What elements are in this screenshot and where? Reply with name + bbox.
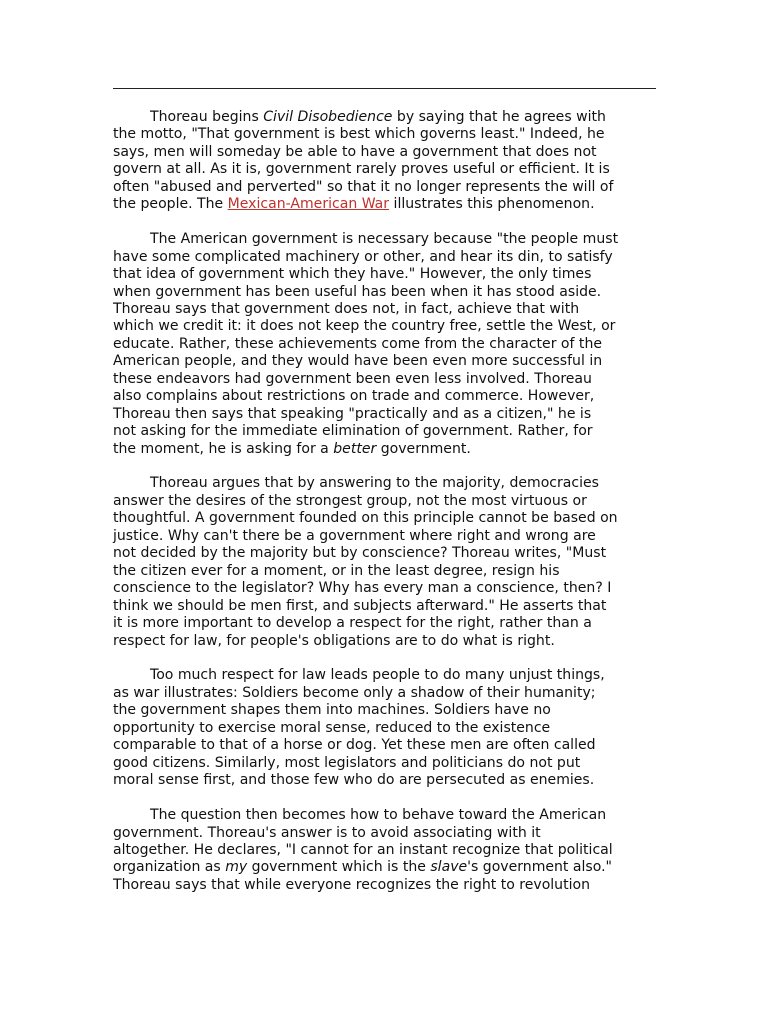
text-run: moral sense first, and those few who do are persecuted as enemies. (113, 772, 595, 789)
text-run: Thoreau begins (150, 109, 264, 125)
text-run: government. Thoreau's answer is to avoid associating with it (113, 824, 541, 841)
top-rule-divider (113, 88, 656, 89)
text-run: the motto, "That government is best which governs least." Indeed, he (113, 126, 605, 143)
text-run: it is more important to develop a respect for the right, rather than a (113, 615, 592, 632)
text-line (113, 598, 658, 615)
text-line (113, 825, 658, 842)
text-line (113, 633, 658, 650)
text-line (113, 545, 658, 562)
text-line (113, 196, 658, 213)
text-run: comparable to that of a horse or dog. Yet these men are often called (113, 737, 596, 754)
paragraph (113, 475, 658, 650)
text-line (113, 406, 658, 423)
text-run: justice. Why can't there be a government where right and wrong are (113, 527, 596, 544)
text-run: good citizens. Similarly, most legislators and politicians do not put (113, 754, 581, 771)
text-line (113, 336, 658, 353)
text-run: which we credit it: it does not keep the country free, settle the West, or (113, 318, 616, 335)
text-line (113, 388, 658, 405)
text-run: govern at all. As it is, government rarely proves useful or efficient. It is (113, 161, 610, 178)
text-run: Thoreau then says that speaking "practically and as a citizen," he is (113, 405, 592, 422)
text-line (113, 179, 658, 196)
text-run: the citizen ever for a moment, or in the least degree, resign his (113, 562, 560, 579)
text-line (113, 859, 658, 876)
paragraph (113, 667, 658, 789)
text-line (113, 475, 658, 492)
text-run: answer the desires of the strongest group, not the most virtuous or (113, 492, 587, 509)
text-run: also complains about restrictions on trade and commerce. However, (113, 388, 595, 405)
text-run: by saying that he agrees with (392, 109, 606, 125)
text-run: The American government is necessary because "the people must (150, 231, 619, 248)
paragraph (113, 807, 658, 894)
text-line (113, 685, 658, 702)
text-line (113, 144, 658, 161)
text-line (113, 737, 658, 754)
text-line (113, 284, 658, 301)
text-line (113, 720, 658, 737)
text-line (113, 423, 658, 440)
text-run: illustrates this phenomenon. (389, 196, 595, 213)
text-run: thoughtful. A government founded on this principle cannot be based on (113, 510, 618, 527)
text-line (113, 877, 658, 894)
text-line (113, 842, 658, 859)
text-run: Too much respect for law leads people to do many unjust things, (150, 667, 605, 684)
text-line (113, 318, 658, 335)
text-run: Thoreau says that while everyone recognizes the right to revolution (113, 876, 590, 893)
text-line (113, 441, 658, 458)
text-line (113, 126, 658, 143)
mexican-american-war-link[interactable]: Mexican-American War (227, 196, 390, 213)
text-run: The question then becomes how to behave toward the American (150, 807, 607, 824)
text-run: the government shapes them into machines. Soldiers have no (113, 702, 551, 719)
text-line (113, 667, 658, 684)
text-run: organization as (113, 859, 226, 876)
text-run: American people, and they would have been even more successful in (113, 353, 603, 370)
document-body (113, 109, 658, 912)
text-run: not asking for the immediate elimination of government. Rather, for (113, 423, 593, 440)
text-line (113, 301, 658, 318)
text-run: often "abused and perverted" so that it no longer represents the will of (113, 178, 614, 195)
text-run: have some complicated machinery or other, and hear its din, to satisfy (113, 248, 613, 265)
text-run: the moment, he is asking for a (113, 440, 334, 457)
text-line (113, 807, 658, 824)
emphasis-text: my (225, 859, 248, 876)
text-line (113, 231, 658, 248)
text-run: Thoreau says that government does not, in fact, achieve that with (113, 300, 580, 317)
text-line (113, 493, 658, 510)
paragraph (113, 109, 658, 214)
text-line (113, 353, 658, 370)
text-run: when government has been useful has been when it has stood aside. (113, 283, 602, 300)
text-run: 's government also." (467, 859, 613, 876)
text-line (113, 772, 658, 789)
text-line (113, 615, 658, 632)
emphasis-text: Civil Disobedience (263, 109, 393, 125)
text-line (113, 510, 658, 527)
text-line (113, 266, 658, 283)
text-run: government. (376, 440, 471, 457)
text-run: Thoreau argues that by answering to the majority, democracies (150, 475, 599, 492)
text-run: respect for law, for people's obligations are to do what is right. (113, 632, 555, 649)
text-line (113, 580, 658, 597)
emphasis-text: better (333, 440, 377, 457)
text-line (113, 755, 658, 772)
text-run: government which is the (247, 859, 431, 876)
text-run: altogether. He declares, "I cannot for an instant recognize that political (113, 841, 613, 858)
text-run: not decided by the majority but by conscience? Thoreau writes, "Must (113, 545, 607, 562)
text-run: opportunity to exercise moral sense, reduced to the existence (113, 719, 551, 736)
text-run: think we should be men first, and subjects afterward." He asserts that (113, 597, 607, 614)
text-line (113, 563, 658, 580)
text-line (113, 161, 658, 178)
text-run: says, men will someday be able to have a government that does not (113, 143, 597, 160)
text-line (113, 371, 658, 388)
text-line (113, 249, 658, 266)
text-run: conscience to the legislator? Why has every man a conscience, then? I (113, 580, 612, 597)
text-line (113, 109, 658, 126)
text-run: as war illustrates: Soldiers become only a shadow of their humanity; (113, 684, 596, 701)
text-line (113, 528, 658, 545)
text-run: these endeavors had government been even less involved. Thoreau (113, 370, 592, 387)
emphasis-text: slave (430, 859, 468, 876)
paragraph (113, 231, 658, 458)
text-run: educate. Rather, these achievements come from the character of the (113, 335, 602, 352)
text-line (113, 702, 658, 719)
text-run: that idea of government which they have." However, the only times (113, 266, 592, 283)
text-run: the people. The (113, 196, 228, 213)
